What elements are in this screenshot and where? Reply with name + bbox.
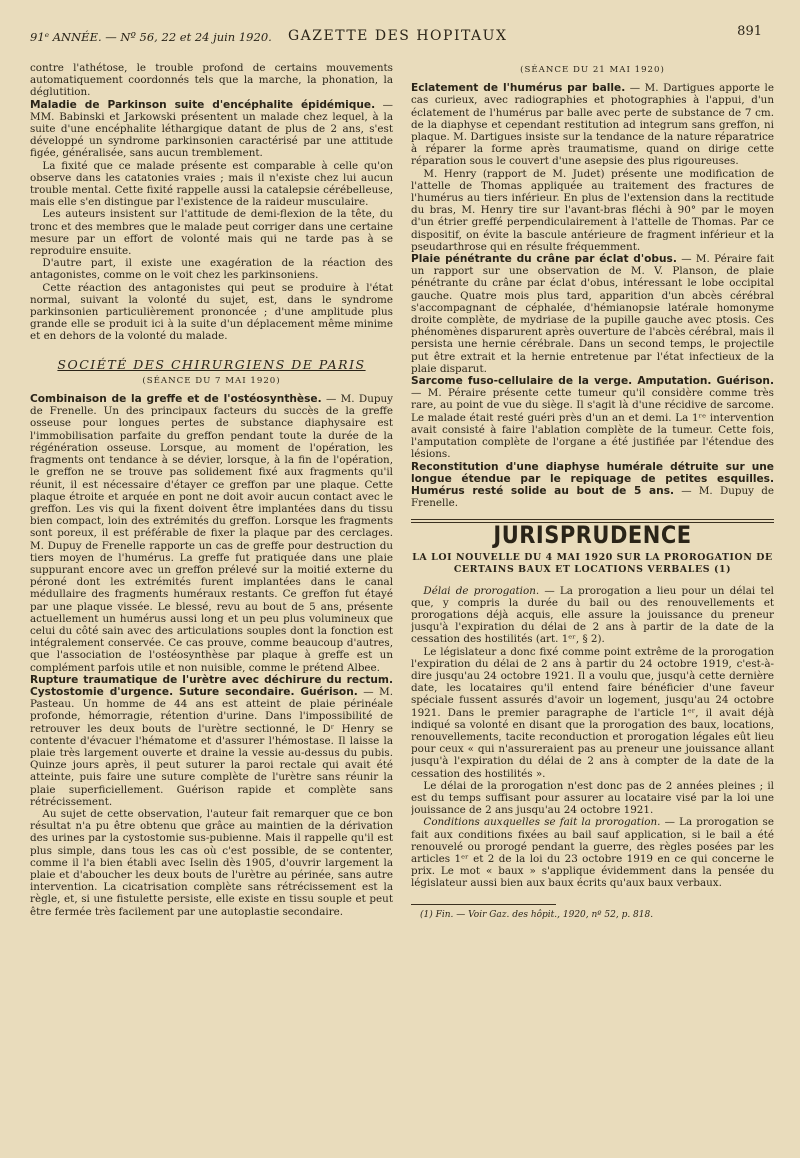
right-column [411, 62, 774, 1148]
law-paragraph [411, 816, 774, 889]
article-text: — M. Péraire fait un rapport sur une observation de M. V. Planson, de plaie pénétrante du crâne par éclat d'obus, intéressant le lobe occipital gauche. Quatre mois plus tard, apparition d'un abcès cérébral s'accompagnant de céphalée, d'hémianopsie latérale homonyme droite complète, de mydriase de la pupille gauche avec ptosis. Ces phénomènes disparurent après ouverture de l'abcès cérébral, mais il persista une hernie cérébrale. Dans un second temps, le projectile put être extrait et la hernie entretenue par l'état infectieux de la plaie disparut. [411, 253, 774, 375]
article-text: — MM. Babinski et Jarkowski présentent un malade chez lequel, à la suite d'une encéphalite léthargique datant de plus de 2 ans, s'est développé un syndrome parkinsonien caractérisé par une attitude figée, généralisée, sans aucun tremblement. [30, 98, 393, 160]
session-date: (SÉANCE DU 7 MAI 1920) [142, 375, 281, 386]
article-crane [411, 253, 774, 375]
paragraph: D'autre part, il existe une exagération de la réaction des antagonistes, comme on le voit chez les parkinsoniens. [30, 257, 393, 282]
article-title: Reconstitution d'une diaphyse humérale détruite sur une longue étendue par le repiquage de petites esquilles. Humérus resté solide au bout de 5 ans. [411, 460, 774, 497]
paragraph-lead: Délai de prorogation. [423, 584, 540, 597]
article-diaphyse [411, 461, 774, 510]
law-title: LA LOI NOUVELLE DU 4 MAI 1920 SUR LA PROROGATION DE CERTAINS BAUX ET LOCATIONS VERBALES (1) [412, 551, 773, 576]
article-title: Plaie pénétrante du crâne par éclat d'obus. [411, 253, 677, 266]
article-text: — M. Dartigues apporte le cas curieux, avec radiographies et photographies à l'appui, d'un éclatement de l'humérus par balle avec perte de substance de 7 cm. de la diaphyse et cependant restitution ad integrum sans greffon, ni plaque. M. Dartigues insiste sur la tendance de la nature réparatrice à réparer la forme après traumatisme, quand on dirige cette réparation sous le couvert d'une asepsie des plus rigoureuses. [411, 82, 774, 168]
article-title: Eclatement de l'humérus par balle. [411, 82, 626, 95]
article-title: Sarcome fuso-cellulaire de la verge. Amputation. Guérison. [411, 375, 774, 388]
section-divider [411, 519, 774, 520]
paragraph: Le délai de la prorogation n'est donc pas de 2 années pleines ; il est du temps suffisant pour assurer au locataire visé par la loi une jouissance de 2 ans jusqu'au 24 octobre 1921. [411, 779, 774, 817]
jurisprudence-heading: JURISPRUDENCE [493, 521, 692, 550]
session-date: (SÉANCE DU 21 MAI 1920) [520, 65, 665, 75]
article-title: Rupture traumatique de l'urètre avec déchirure du rectum. Cystostomie d'urgence. Suture secondaire. Guérison. [30, 673, 393, 698]
page-header [30, 22, 774, 52]
paragraph: Au sujet de cette observation, l'auteur fait remarquer que ce bon résultat n'a pu être obtenu que grâce au maintien de la dérivation des urines par la cystostomie sus-pubienne. Mais il rappelle qu'il est plus simple, dans tous les cas où c'est possible, de se contenter, comme il l'a bien établi avec Iselin dès 1905, d'ouvrir largement la plaie et d'aboucher les deux bouts de l'urètre au périnée, sans autre intervention. La cicatrisation complète sans rétrécissement est la règle, et, si une fistulette persiste, elle existe en tissu souple et peut être fermée très facilement par une autoplastie secondaire. [30, 807, 393, 918]
left-column [30, 62, 393, 1148]
law-paragraph [411, 585, 774, 646]
article-uretre [30, 674, 393, 808]
article-sarcome [411, 375, 774, 460]
article-title: Combinaison de la greffe et de l'ostéosynthèse. [30, 393, 322, 406]
paragraph: M. Henry (rapport de M. Judet) présente une modification de l'attelle de Thomas appliquée au traitement des fractures de l'humérus au tiers inférieur. En plus de l'extension dans la rectitude du bras, M. Henry tire sur l'avant-bras fléchi à 90° par le moyen d'un étrier greffé perpendiculairement à l'attelle de Thomas. Par ce dispositif, on évite la bascule antérieure de fragment inférieur et la pseudarthrose qui en résulte fréquemment. [411, 167, 774, 253]
paragraph: Cette réaction des antagonistes qui peut se produire à l'état normal, suivant la volonté du sujet, est, dans le syndrome parkinsonien particulièrement prononcée ; d'une amplitude plus grande elle se produit ici à la suite d'un déplacement même minime et en dehors de la volonté du malade. [30, 281, 393, 343]
columns [30, 62, 774, 1148]
footnote: (1) Fin. — Voir Gaz. des hôpit., 1920, nº 52, p. 818. [420, 909, 654, 920]
paragraph: La fixité que ce malade présente est comparable à celle qu'on observe dans les catatonies vraies ; mais il n'existe chez lui aucun trouble mental. Cette fixité rappelle aussi la catalepsie cérébelleuse, mais elle s'en distingue par l'existence de la raideur musculaire. [30, 159, 393, 209]
paragraph-lead: Conditions auxquelles se fait la prorogation. [423, 816, 661, 829]
article-text: — M. Pasteau. Un homme de 44 ans est atteint de plaie périnéale profonde, hémorragie, rétention d'urine. Dans l'impossibilité de retrouver les deux bouts de l'urètre sectionné, le Dʳ Henry se contente d'évacuer l'hématome et d'assurer l'hémostase. Il laisse la plaie très largement ouverte et draine la vessie au-dessus du pubis. Quinze jours après, il peut suturer la paroi rectale qui avait été atteinte, puis faire une suture complète de l'urètre sans réunir la plaie superficiellement. Guérison rapide et complète sans rétrécissement. [30, 685, 393, 808]
paragraph: Le législateur a donc fixé comme point extrême de la prorogation l'expiration du délai de 2 ans à partir du 24 octobre 1919, c'est-à-dire jusqu'au 24 octobre 1921. Il a voulu que, jusqu'à cette dernière date, les locataires qu'il entend faire bénéficier d'une faveur spéciale fussent assurés d'avoir un logement, jusqu'au 24 octobre 1921. Dans le premier paragraphe de l'article 1ᵉʳ, il avait déjà indiqué sa volonté en disant que la prorogation des baux, locations, renouvellements, tacite reconduction et prorogation légales eût lieu pour ceux « qui n'assureraient pas au preneur une jouissance allant jusqu'à l'expiration du délai de 2 ans à compter de la date de la cessation des hostilités ». [411, 645, 774, 780]
paragraph: contre l'athétose, le trouble profond de certains mouvements automatiquement coordonnés tels que la marche, la phonation, la déglutition. [30, 62, 393, 99]
article-text: — M. Péraire présente cette tumeur qu'il considère comme très rare, au point de vue du siège. Il s'agit là d'une récidive de sarcome. Le malade était resté guéri près d'un an et demi. La 1ʳᵉ intervention avait consisté à faire l'ablation complète de la tumeur. Cette fois, l'amputation complète de l'organe a été justifiée par l'étendue des lésions. [411, 387, 774, 461]
article-text: — M. Dupuy de Frenelle. [411, 484, 774, 510]
page-number: 891 [737, 24, 762, 39]
article-greffe [30, 393, 393, 674]
article-parkinson [30, 99, 393, 160]
paragraph-text: — La prorogation se fait aux conditions fixées au bail sauf application, si le bail a été renouvelé ou prorogé pendant la guerre, des règles posées par les articles 1ᵉʳ et 2 de la loi du 23 octobre 1919 en ce qui concerne le prix. Le mot « baux » s'applique évidemment dans la pensée du législateur aussi bien aux baux écrits qu'aux baux verbaux. [411, 816, 774, 890]
journal-title: GAZETTE DES HOPITAUX [288, 28, 508, 44]
issue-info: 91ᵉ ANNÉE. — Nº 56, 22 et 24 juin 1920. [30, 30, 272, 44]
paragraph: Les auteurs insistent sur l'attitude de demi-flexion de la tête, du tronc et des membres que le malade peut corriger dans une certaine mesure par un effort de volonté mais qui ne tarde pas à se reproduire ensuite. [30, 208, 393, 258]
society-heading: SOCIÉTÉ DES CHIRURGIENS DE PARIS [57, 356, 366, 372]
article-title: Maladie de Parkinson suite d'encéphalite épidémique. [30, 98, 376, 111]
article-humerus [411, 82, 774, 167]
paragraph-text: — La prorogation a lieu pour un délai tel que, y compris la durée du bail ou des renouvellements et prorogations déjà acquis, elle assure la jouissance du preneur jusqu'à l'expiration du délai de 2 ans à partir de la date de la cessation des hostilités (art. 1ᵉʳ, § 2). [411, 584, 774, 646]
article-text: — M. Dupuy de Frenelle. Un des principaux facteurs du succès de la greffe osseuse pour longues pertes de substance diaphysaire est l'immobilisation parfaite du greffon pendant toute la durée de la régénération osseuse. Lorsque, au moment de l'opération, les fragments ont tendance à se dévier, lorsque, à la fin de l'opération, le greffon ne se trouve pas solidement fixé aux fragments qu'il réunit, il est nécessaire d'étayer ce greffon par une plaque. Cette plaque étroite et arquée en pont ne doit avoir aucun contact avec le greffon. Les vis qui la fixent doivent être implantées dans du tissu bien compact, loin des extrémités du greffon. Lorsque les fragments sont poreux, il est préférable de fixer la plaque par des cerclages. M. Dupuy de Frenelle rapporte un cas de greffe pour destruction du tiers moyen de l'humérus. La greffe fut pratiquée dans une plaie suppurant encore avec un greffon prélevé sur la moitié externe du péroné dont les extrémités furent implantées dans le canal médullaire des fragments huméraux restants. Ce greffon fut étayé par une plaque vissée. Le blessé, revu au bout de 5 ans, présente actuellement un humérus aussi long et un peu plus volumineux que celui du côté sain avec des articulations souples dont la fonction est intégralement conservée. Ce cas prouve, comme beaucoup d'autres, que l'association de l'ostéosynthèse par plaque à greffe est un complément parfois utile et non nuisible, comme le prétend Albee. [30, 393, 393, 674]
footnote-divider [411, 904, 556, 905]
